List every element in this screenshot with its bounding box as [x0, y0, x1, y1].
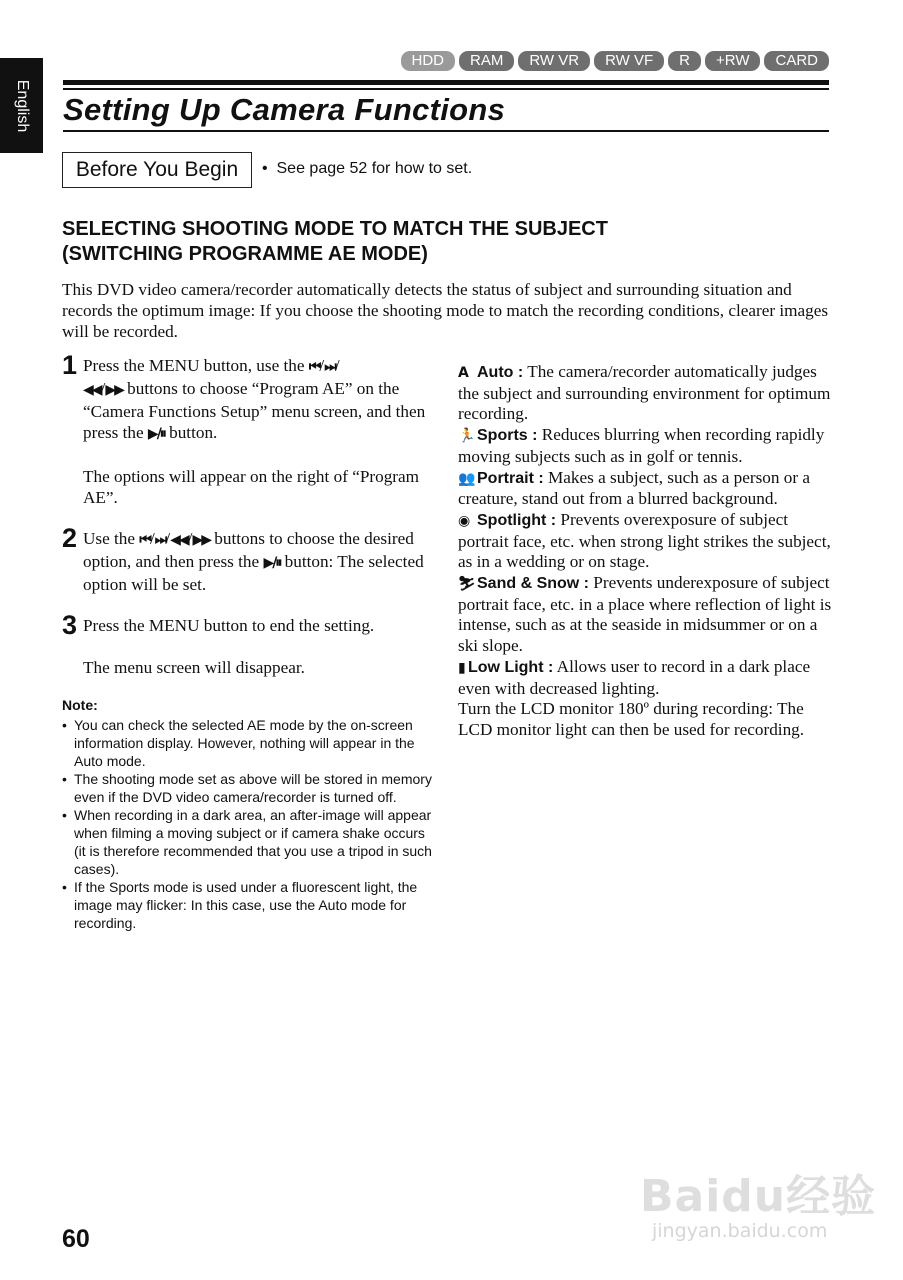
fast-forward-icon: ▶▶ — [105, 382, 123, 398]
watermark-logo: Baidu经验 — [640, 1171, 877, 1222]
mode-desc: Allows user to record in a dark place even with decreased lighting. — [458, 656, 811, 698]
rewind-icon: ◀◀ — [83, 382, 101, 398]
step-text: Press the MENU button, use the ⏮/⏭/ ◀◀/▶▶ buttons to choose “Program AE” on the “Camera Functions Setup” menu screen, and then press the ▶/⏸ button. — [83, 356, 426, 442]
prev-icon: ⏮ — [139, 532, 150, 548]
step-2 — [62, 523, 434, 595]
section-heading-line1: SELECTING SHOOTING MODE TO MATCH THE SUBJECT — [62, 218, 608, 240]
step-number: 2 — [62, 523, 78, 553]
section-heading-line2: (SWITCHING PROGRAMME AE MODE) — [62, 243, 428, 265]
mode-portrait — [458, 468, 833, 510]
badge-r: R — [668, 51, 701, 71]
before-note-text: See page 52 for how to set. — [276, 160, 473, 177]
page-title: Setting Up Camera Functions — [63, 92, 506, 127]
before-you-begin-note: • See page 52 for how to set. — [262, 160, 473, 177]
play-pause-icon: ▶/⏸ — [147, 426, 165, 442]
watermark-url: jingyan.baidu.com — [652, 1220, 828, 1242]
note-item: • When recording in a dark area, an after-image will appear when filming a moving subject or if camera shake occurs (it is therefore recommended that you use a tripod in such cases). — [62, 806, 434, 878]
mode-name: Auto : — [477, 364, 524, 381]
mode-name: Low Light : — [468, 658, 554, 676]
mode-spotlight — [458, 510, 833, 573]
page-number: 60 — [62, 1225, 90, 1253]
note-section — [62, 696, 434, 932]
language-tab — [0, 58, 43, 153]
title-rule-thick — [63, 80, 829, 85]
disc-type-badges — [401, 51, 829, 71]
mode-name: Spotlight : — [477, 511, 557, 529]
note-item: • If the Sports mode is used under a fluorescent light, the image may flicker: In this case, use the Auto mode for recording. — [62, 878, 434, 932]
language-tab-label: English — [13, 79, 31, 132]
step-number: 1 — [62, 350, 78, 380]
low-light-extra: Turn the LCD monitor 180º during recording: The LCD monitor light can then be used for recording. — [458, 699, 805, 739]
note-item: • The shooting mode set as above will be stored in memory even if the DVD video camera/recorder is turned off. — [62, 770, 434, 806]
modes-column — [458, 362, 833, 741]
section-heading — [62, 217, 608, 267]
badge-ram: RAM — [459, 51, 514, 71]
note-list — [62, 716, 434, 932]
sand-snow-icon: ⛷ — [458, 576, 476, 593]
note-item: • You can check the selected AE mode by the on-screen information display. However, nothing will appear in the Auto mode. — [62, 716, 434, 770]
step-number: 3 — [62, 610, 78, 640]
before-you-begin-box: Before You Begin — [62, 152, 252, 188]
step-subtext: The options will appear on the right of “Program AE”. — [83, 467, 420, 507]
mode-auto — [458, 362, 833, 425]
badge-card: CARD — [764, 51, 829, 71]
badge-rw-vf: RW VF — [594, 51, 664, 71]
title-rule-thin — [63, 88, 829, 90]
mode-sand-snow — [458, 573, 833, 657]
step-1 — [62, 350, 434, 508]
mode-name: Sand & Snow : — [477, 575, 589, 593]
auto-icon: A — [458, 365, 469, 381]
rewind-icon: ◀◀ — [170, 532, 188, 548]
step-text: Press the MENU button to end the setting. — [83, 616, 375, 635]
step-3 — [62, 610, 434, 678]
low-light-icon: ▮ — [458, 659, 466, 676]
steps-column — [62, 350, 434, 678]
note-title: Note: — [62, 697, 98, 713]
badge-hdd: HDD — [401, 51, 456, 71]
mode-desc: Prevents underexposure of subject portrait face, etc. in a place where reflection of light is intense, such as at the seaside in midsummer or on a ski slope. — [458, 573, 832, 656]
mode-name: Sports : — [477, 427, 538, 445]
badge-rw-vr: RW VR — [518, 51, 590, 71]
next-icon: ⏭ — [324, 359, 335, 375]
fast-forward-icon: ▶▶ — [192, 532, 210, 548]
intro-paragraph: This DVD video camera/recorder automatically detects the status of subject and surrounding situation and records the optimum image: If you choose the shooting mode to match the recording conditions, clearer images will be recorded. — [62, 280, 829, 341]
mode-desc: The camera/recorder automatically judges the subject and surrounding environment for optimum recording. — [458, 362, 831, 424]
mode-low-light — [458, 657, 833, 699]
title-underline — [63, 130, 829, 132]
next-icon: ⏭ — [154, 532, 166, 548]
sports-icon: 🏃 — [458, 428, 476, 445]
mode-desc: Makes a subject, such as a person or a creature, stand out from a blurred background. — [458, 467, 810, 509]
portrait-icon: 👥 — [458, 470, 476, 487]
mode-desc: Prevents overexposure of subject portrait face, etc. when strong light strikes the subject, as in a wedding or on stage. — [458, 509, 831, 572]
prev-icon: ⏮ — [308, 359, 320, 375]
mode-name: Portrait : — [477, 469, 544, 487]
play-pause-icon: ▶/⏸ — [263, 555, 281, 571]
step-subtext: The menu screen will disappear. — [83, 658, 305, 677]
mode-desc: Reduces blurring when recording rapidly moving subjects such as in golf or tennis. — [458, 425, 825, 466]
badge-plus-rw: +RW — [705, 51, 760, 71]
spotlight-icon: ◉ — [458, 512, 471, 529]
step-text: Use the ⏮/⏭/◀◀/▶▶ buttons to choose the desired option, and then press the ▶/⏸ button: The selected option will be set. — [83, 529, 424, 594]
mode-sports — [458, 425, 833, 467]
